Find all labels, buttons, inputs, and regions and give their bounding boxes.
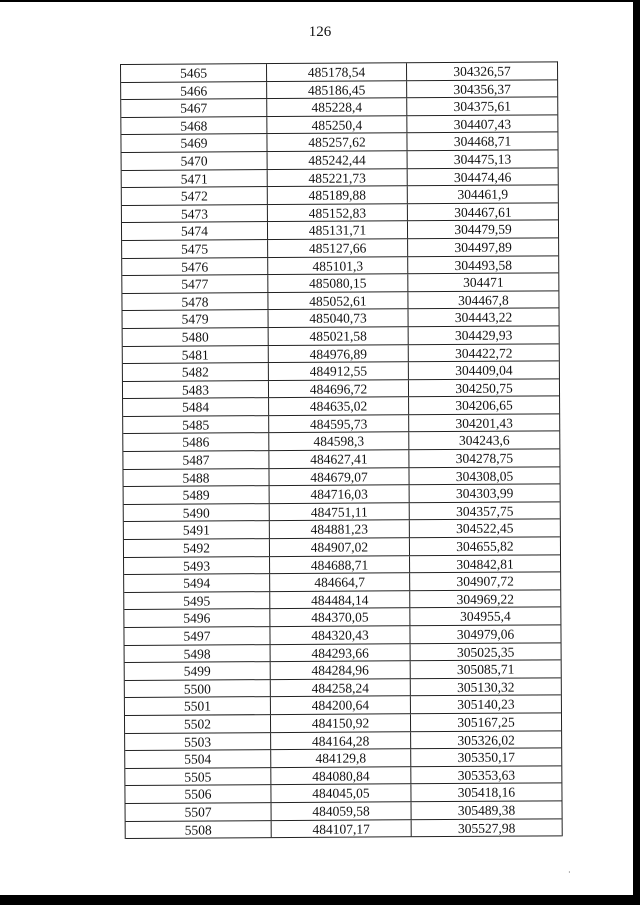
x-coordinate-cell: 484751,11 xyxy=(270,503,410,520)
y-coordinate-cell: 304842,81 xyxy=(456,556,514,572)
y-coordinate-cell: 304461,9 xyxy=(457,186,509,203)
y-coordinate-cell: 304474,46 xyxy=(453,169,512,185)
point-number-cell: 5477 xyxy=(122,275,268,292)
point-number-cell: 5496 xyxy=(124,609,270,626)
point-number-cell: 5500 xyxy=(125,680,271,697)
x-coordinate-cell: 484484,14 xyxy=(270,591,410,608)
point-number-cell: 5467 xyxy=(121,99,267,116)
point-number-cell: 5498 xyxy=(125,645,271,662)
x-coordinate-cell: 484881,23 xyxy=(270,521,410,538)
y-coordinate-cell: 304357,75 xyxy=(456,503,514,519)
y-coordinate-cell: 304493,58 xyxy=(454,257,512,273)
y-coordinate-cell: 305130,32 xyxy=(457,679,515,695)
x-coordinate-cell: 485221,73 xyxy=(268,169,408,186)
scan-edge-bottom xyxy=(0,895,640,905)
point-number-cell: 5489 xyxy=(124,486,270,503)
point-number-cell: 5501 xyxy=(125,697,271,714)
point-number-cell: 5466 xyxy=(121,82,267,99)
y-coordinate-cell: 304407,43 xyxy=(453,116,512,132)
y-coordinate-cell: 304443,22 xyxy=(454,309,513,326)
x-coordinate-cell: 484370,05 xyxy=(270,609,410,626)
y-coordinate-cell: 305418,16 xyxy=(457,784,516,801)
x-coordinate-cell: 485257,62 xyxy=(267,134,407,151)
point-number-cell: 5497 xyxy=(124,627,270,644)
x-coordinate-cell: 485178,54 xyxy=(267,63,407,80)
x-coordinate-cell: 485080,15 xyxy=(268,274,408,291)
point-number-cell: 5478 xyxy=(122,293,268,310)
point-number-cell: 5493 xyxy=(124,557,270,574)
x-coordinate-cell: 484679,07 xyxy=(269,468,409,485)
point-number-cell: 5482 xyxy=(123,363,269,380)
point-number-cell: 5491 xyxy=(124,522,270,539)
x-coordinate-cell: 485186,45 xyxy=(267,81,407,98)
y-coordinate-cell: 304522,45 xyxy=(456,521,514,537)
x-coordinate-cell: 484598,3 xyxy=(269,433,409,450)
y-coordinate-cell: 304243,6 xyxy=(458,433,510,449)
y-coordinate-cell: 304907,72 xyxy=(456,573,514,590)
x-coordinate-cell: 485040,73 xyxy=(269,310,409,327)
y-coordinate-cell: 304409,04 xyxy=(455,362,513,379)
y-coordinate-cell: 304497,89 xyxy=(454,239,512,255)
point-number-cell: 5473 xyxy=(122,205,268,222)
x-coordinate-cell: 484080,84 xyxy=(271,767,411,784)
point-number-cell: 5494 xyxy=(124,574,270,591)
y-coordinate-cell: 304201,43 xyxy=(455,415,513,431)
y-coordinate-cell: 304655,82 xyxy=(456,538,514,554)
y-coordinate-cell: 304467,61 xyxy=(454,204,512,220)
point-number-cell: 5472 xyxy=(122,187,268,204)
point-number-cell: 5469 xyxy=(121,134,267,151)
x-coordinate-cell: 484696,72 xyxy=(269,380,409,397)
scan-speck: · xyxy=(568,868,571,877)
point-number-cell: 5503 xyxy=(125,733,271,750)
y-coordinate-cell: 305489,38 xyxy=(457,802,516,818)
point-number-cell: 5492 xyxy=(124,539,270,556)
table-row xyxy=(126,819,562,839)
point-number-cell: 5465 xyxy=(121,64,267,81)
point-number-cell: 5499 xyxy=(125,662,271,679)
y-coordinate-cell: 304468,71 xyxy=(453,133,512,150)
point-number-cell: 5468 xyxy=(121,117,267,134)
point-number-cell: 5485 xyxy=(123,416,269,433)
point-number-cell: 5495 xyxy=(124,592,270,609)
x-coordinate-cell: 485127,66 xyxy=(268,239,408,256)
x-coordinate-cell: 484907,02 xyxy=(270,538,410,555)
y-coordinate-cell: 304471 xyxy=(463,274,504,291)
y-coordinate-cell: 304475,13 xyxy=(453,151,512,167)
x-coordinate-cell: 485131,71 xyxy=(268,222,408,239)
point-number-cell: 5505 xyxy=(125,768,271,785)
x-coordinate-cell: 485052,61 xyxy=(268,292,408,309)
x-coordinate-cell: 484320,43 xyxy=(270,626,410,643)
y-coordinate-cell: 305025,35 xyxy=(456,644,515,660)
point-number-cell: 5506 xyxy=(125,785,271,802)
y-coordinate-cell: 304467,8 xyxy=(458,292,509,308)
point-number-cell: 5504 xyxy=(125,750,271,767)
x-coordinate-cell: 484627,41 xyxy=(269,450,409,467)
point-number-cell: 5481 xyxy=(123,346,269,363)
x-coordinate-cell: 484129,8 xyxy=(271,749,411,766)
y-coordinate-cell: 304375,61 xyxy=(453,98,511,115)
point-number-cell: 5480 xyxy=(123,328,269,345)
y-coordinate-cell: 304955,4 xyxy=(460,609,511,625)
x-coordinate-cell: 484045,05 xyxy=(271,785,411,802)
x-coordinate-cell: 484716,03 xyxy=(270,485,410,502)
y-coordinate-cell: 305167,25 xyxy=(457,714,515,730)
x-coordinate-cell: 484258,24 xyxy=(271,679,411,696)
y-coordinate-cell: 304250,75 xyxy=(455,380,513,396)
x-coordinate-cell: 485101,3 xyxy=(268,257,408,274)
y-coordinate-cell: 305140,23 xyxy=(457,696,515,713)
point-number-cell: 5507 xyxy=(126,803,272,820)
point-number-cell: 5470 xyxy=(122,152,268,169)
x-coordinate-cell: 484976,89 xyxy=(269,345,409,362)
y-coordinate-cell: 304422,72 xyxy=(455,345,513,361)
point-number-cell: 5484 xyxy=(123,398,269,415)
x-coordinate-cell: 484912,55 xyxy=(269,362,409,379)
y-coordinate-cell: 305326,02 xyxy=(457,732,515,748)
point-number-cell: 5508 xyxy=(126,821,272,838)
x-coordinate-cell: 484595,73 xyxy=(269,415,409,432)
x-coordinate-cell: 485152,83 xyxy=(268,204,408,221)
y-coordinate-cell: 304979,06 xyxy=(456,626,515,642)
page-number: 126 xyxy=(308,24,332,40)
point-number-cell: 5474 xyxy=(122,222,268,239)
x-coordinate-cell: 485242,44 xyxy=(268,151,408,168)
y-coordinate-cell: 305353,63 xyxy=(457,767,516,783)
scan-edge-top xyxy=(0,0,640,2)
point-number-cell: 5488 xyxy=(123,469,269,486)
x-coordinate-cell: 485228,4 xyxy=(267,98,407,115)
y-coordinate-cell: 304479,59 xyxy=(454,221,512,238)
point-number-cell: 5486 xyxy=(123,434,269,451)
y-coordinate-cell: 304308,05 xyxy=(455,468,514,484)
y-coordinate-cell: 304356,37 xyxy=(453,81,511,97)
x-coordinate-cell: 484107,17 xyxy=(272,820,412,837)
x-coordinate-cell: 484200,64 xyxy=(271,697,411,714)
y-coordinate-cell: 305527,98 xyxy=(457,820,516,836)
point-number-cell: 5471 xyxy=(122,170,268,187)
x-coordinate-cell: 484664,7 xyxy=(270,573,410,590)
y-coordinate-cell: 304303,99 xyxy=(455,485,514,502)
point-number-cell: 5487 xyxy=(123,451,269,468)
x-coordinate-cell: 485250,4 xyxy=(267,116,407,133)
x-coordinate-cell: 484293,66 xyxy=(271,644,411,661)
point-number-cell: 5490 xyxy=(124,504,270,521)
y-coordinate-cell: 304206,65 xyxy=(455,397,513,414)
x-coordinate-cell: 485021,58 xyxy=(269,327,409,344)
x-coordinate-cell: 484688,71 xyxy=(270,556,410,573)
y-coordinate-cell: 304429,93 xyxy=(454,327,513,343)
y-coordinate-cell: 305085,71 xyxy=(456,661,515,678)
scan-edge-right xyxy=(633,0,640,905)
x-coordinate-cell: 484150,92 xyxy=(271,714,411,731)
point-number-cell: 5502 xyxy=(125,715,271,732)
x-coordinate-cell: 484284,96 xyxy=(271,661,411,678)
y-coordinate-cell: 305350,17 xyxy=(457,749,515,766)
point-number-cell: 5483 xyxy=(123,381,269,398)
x-coordinate-cell: 484164,28 xyxy=(271,732,411,749)
y-coordinate-cell: 304969,22 xyxy=(456,591,515,607)
point-number-cell: 5475 xyxy=(122,240,268,257)
y-coordinate-cell: 304326,57 xyxy=(453,63,511,79)
point-number-cell: 5479 xyxy=(123,310,269,327)
x-coordinate-cell: 484059,58 xyxy=(272,802,412,819)
x-coordinate-cell: 485189,88 xyxy=(268,186,408,203)
y-coordinate-cell: 304278,75 xyxy=(455,450,514,467)
point-number-cell: 5476 xyxy=(122,258,268,275)
coordinates-table xyxy=(120,61,563,839)
x-coordinate-cell: 484635,02 xyxy=(269,398,409,415)
